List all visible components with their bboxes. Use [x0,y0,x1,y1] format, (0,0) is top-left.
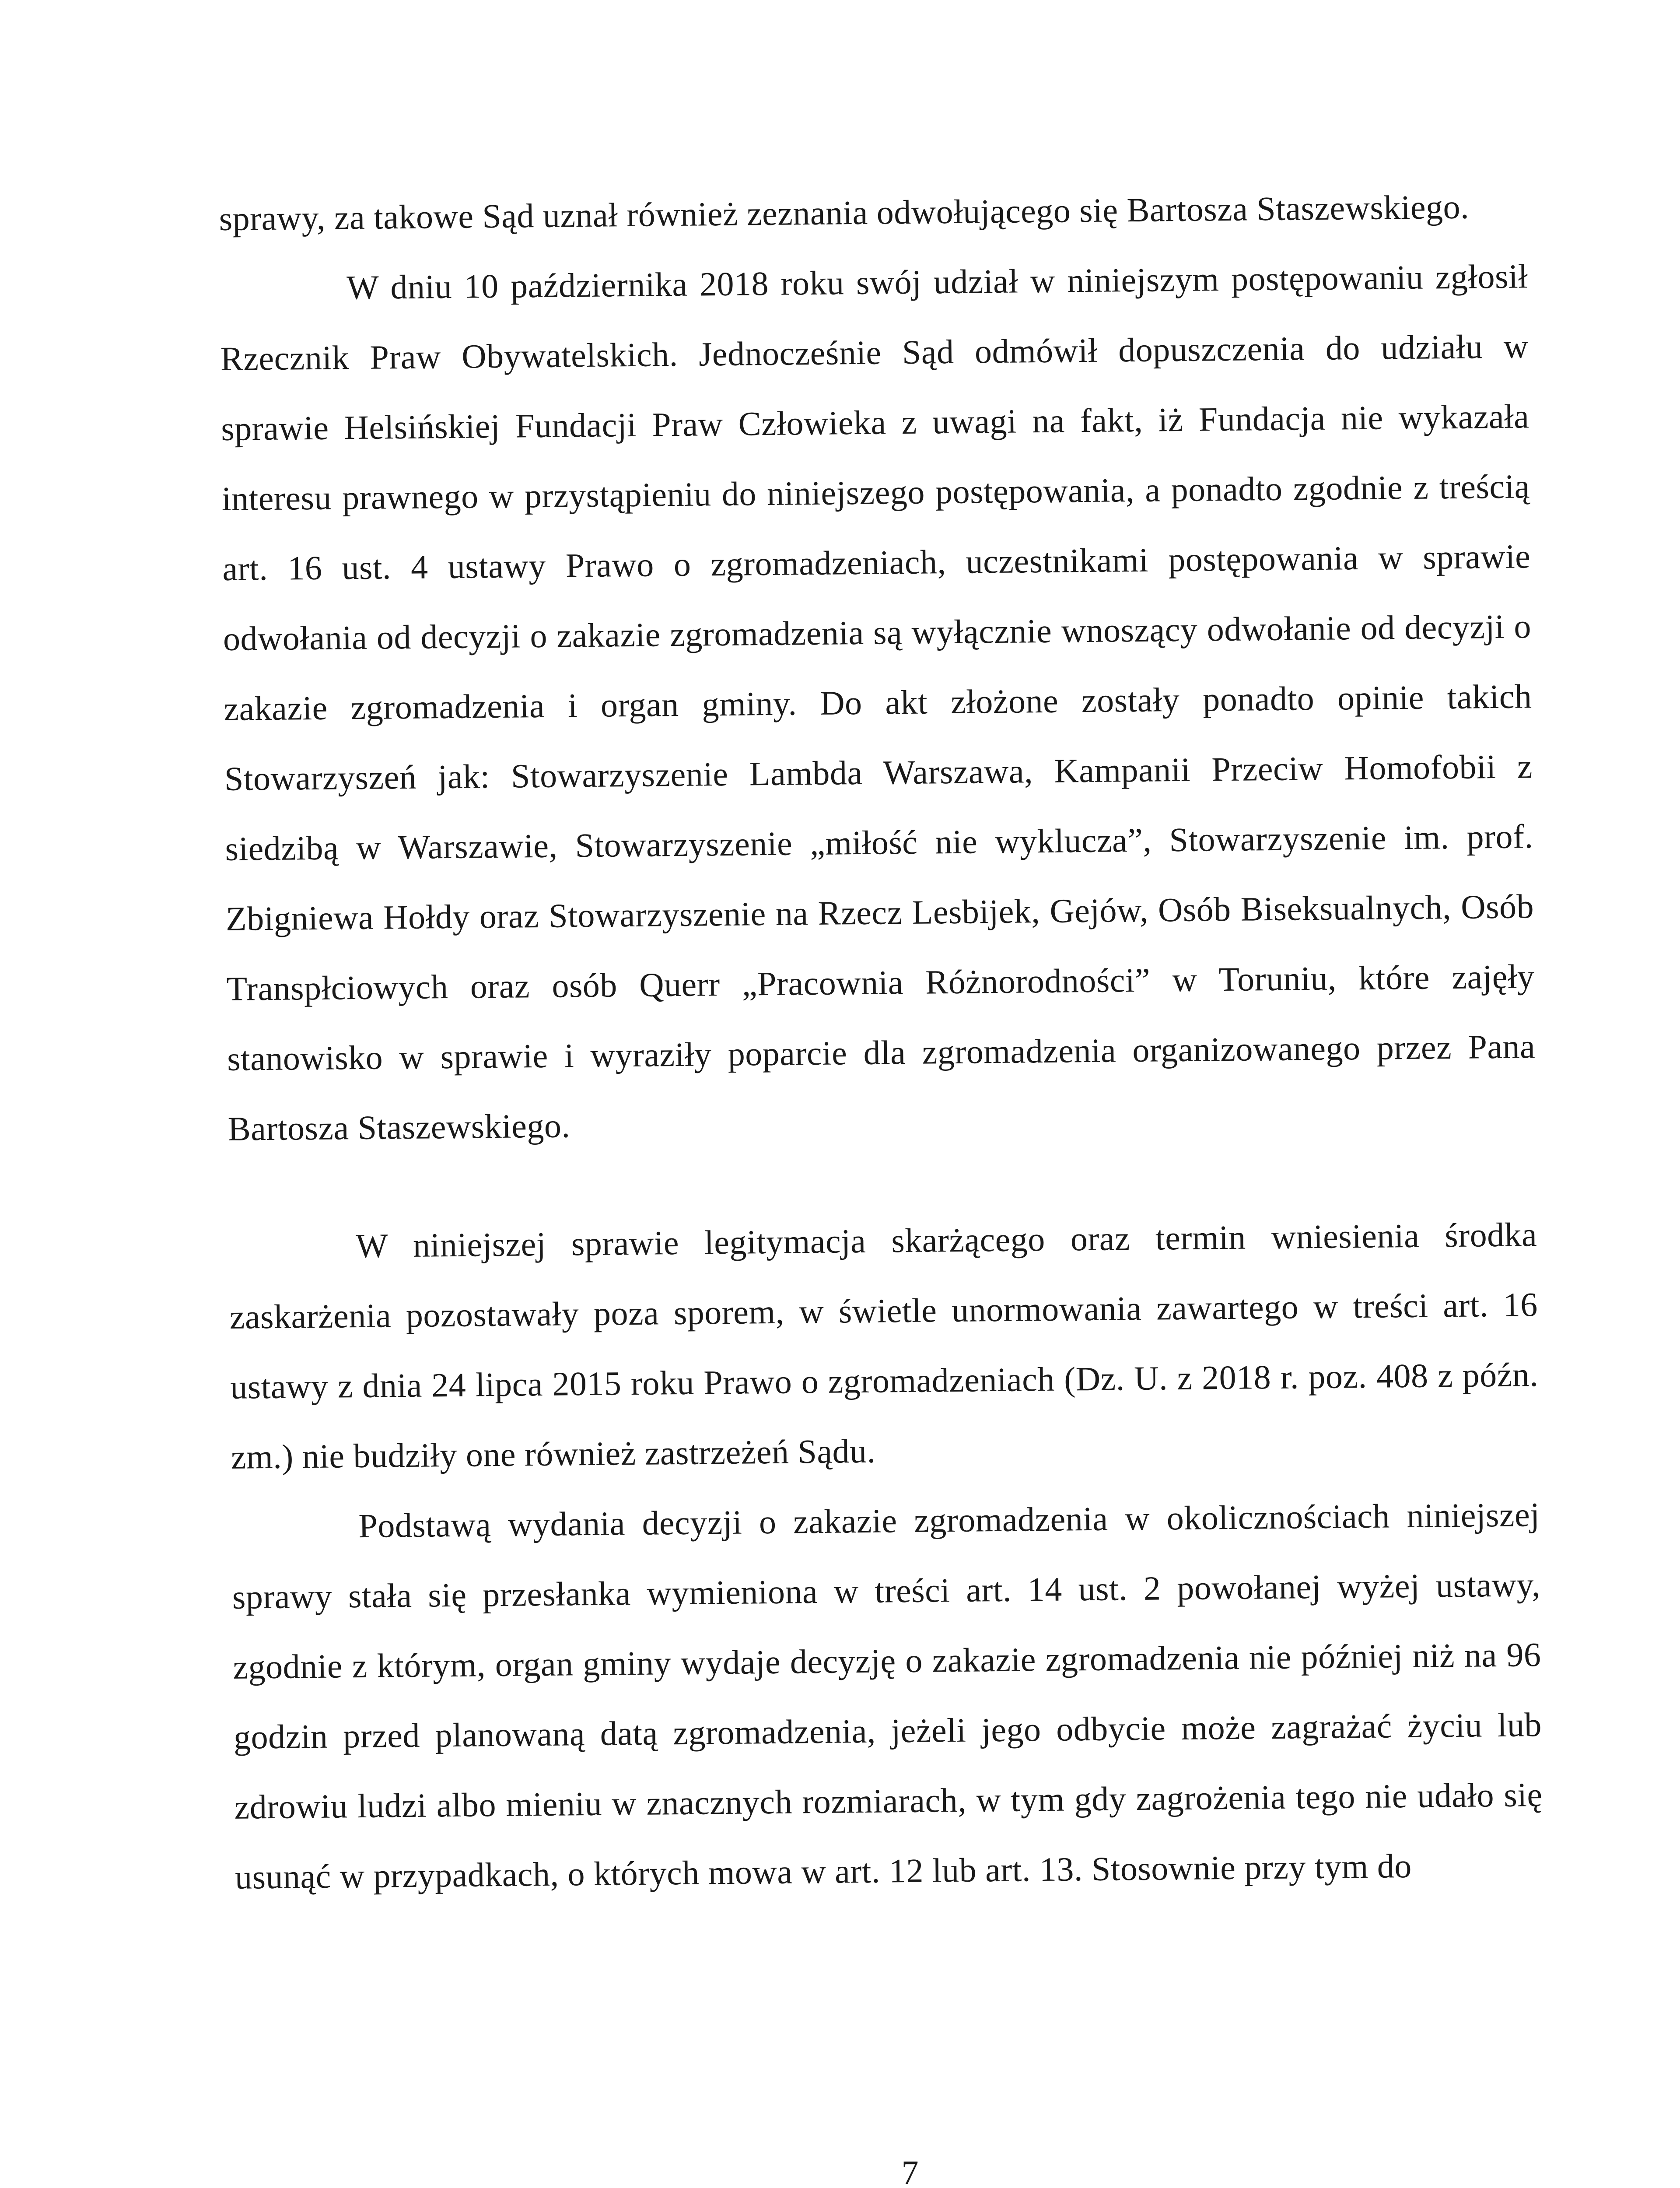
page-number: 7 [901,2153,919,2188]
paragraph-continuation: sprawy, za takowe Sąd uznał również zeznania odwołującego się Bartosza Staszewskiego. [219,187,1470,238]
paragraph-standing: W niniejszej sprawie legitymacja skarżącego oraz termin wniesienia środka zaskarżenia pozostawały poza sporem, w świetle unormowania zawartego w treści art. 16 ustawy z dnia 24 lipca 2015 roku Prawo o zgromadzeniach (Dz. U. z 2018 r. poz. 408 z późn. zm.) nie budziły one również zastrzeżeń Sądu. [229,1215,1539,1476]
document-body [219,171,1544,1912]
paragraph-legal-basis: Podstawą wydania decyzji o zakazie zgromadzenia w okolicznościach niniejszej sprawy stała się przesłanka wymieniona w treści art. 14 ust. 2 powołanej wyżej ustawy, zgodnie z którym, organ gminy wydaje decyzję o zakazie zgromadzenia nie później niż na 96 godzin przed planowaną datą zgromadzenia, jeżeli jego odbycie może zagrażać życiu lub zdrowiu ludzi albo mieniu w znacznych rozmiarach, w tym gdy zagrożenia tego nie udało się usunąć w przypadkach, o których mowa w art. 12 lub art. 13. Stosownie przy tym do [232,1495,1543,1896]
paragraph-participants: W dniu 10 października 2018 roku swój udział w niniejszym postępowaniu zgłosił Rzecznik Praw Obywatelskich. Jednocześnie Sąd odmówił dopuszczenia do udziału w sprawie Helsińskiej Fundacji Praw Człowieka z uwagi na fakt, iż Fundacja nie wykazała interesu prawnego w przystąpieniu do niniejszego postępowania, a ponadto zgodnie z treścią art. 16 ust. 4 ustawy Prawo o zgromadzeniach, uczestnikami postępowania w sprawie odwołania od decyzji o zakazie zgromadzenia są wyłącznie wnoszący odwołanie od decyzji o zakazie zgromadzenia i organ gminy. Do akt złożone zostały ponadto opinie takich Stowarzyszeń jak: Stowarzyszenie Lambda Warszawa, Kampanii Przeciw Homofobii z siedzibą w Warszawie, Stowarzyszenie „miłość nie wyklucza”, Stowarzyszenie im. prof. Zbigniewa Hołdy oraz Stowarzyszenie na Rzecz Lesbijek, Gejów, Osób Biseksualnych, Osób Transpłciowych oraz osób Querr „Pracownia Różnorodności” w Toruniu, które zajęły stanowisko w sprawie i wyraziły poparcie dla zgromadzenia organizowanego przez Pana Bartosza Staszewskiego. [220,257,1536,1148]
